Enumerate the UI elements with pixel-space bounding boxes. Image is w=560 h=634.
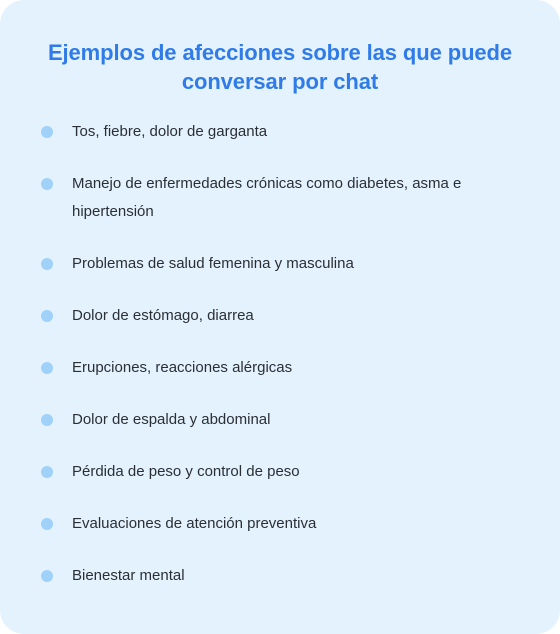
list-item-text: Problemas de salud femenina y masculina [72, 255, 354, 272]
list-item [40, 458, 520, 486]
bullet-dot-icon [41, 518, 53, 530]
list-item-text: Evaluaciones de atención preventiva [72, 515, 317, 532]
bullet-dot-icon [41, 570, 53, 582]
list-item-text: Manejo de enfermedades crónicas como diabetes, asma e hipertensión [72, 175, 462, 220]
list-item-text: Tos, fiebre, dolor de garganta [72, 123, 268, 140]
list-item [40, 302, 520, 330]
bullet-dot-icon [41, 414, 53, 426]
list-item-text: Dolor de espalda y abdominal [72, 411, 271, 428]
list-item [40, 170, 520, 226]
list-item [40, 510, 520, 538]
list-item-text: Pérdida de peso y control de peso [72, 463, 300, 480]
bullet-dot-icon [41, 310, 53, 322]
list-item-text: Bienestar mental [72, 567, 185, 584]
list-item [40, 354, 520, 382]
bullet-dot-icon [41, 362, 53, 374]
list-item [40, 250, 520, 278]
bullet-dot-icon [41, 126, 53, 138]
list-item-text: Dolor de estómago, diarrea [72, 307, 254, 324]
conditions-list [40, 118, 520, 590]
list-item [40, 118, 520, 146]
list-item [40, 406, 520, 434]
bullet-dot-icon [41, 466, 53, 478]
list-item-text: Erupciones, reacciones alérgicas [72, 359, 293, 376]
list-item [40, 562, 520, 590]
bullet-dot-icon [41, 258, 53, 270]
bullet-dot-icon [41, 178, 53, 190]
card-title: Ejemplos de afecciones sobre las que puede conversar por chat [47, 40, 513, 94]
